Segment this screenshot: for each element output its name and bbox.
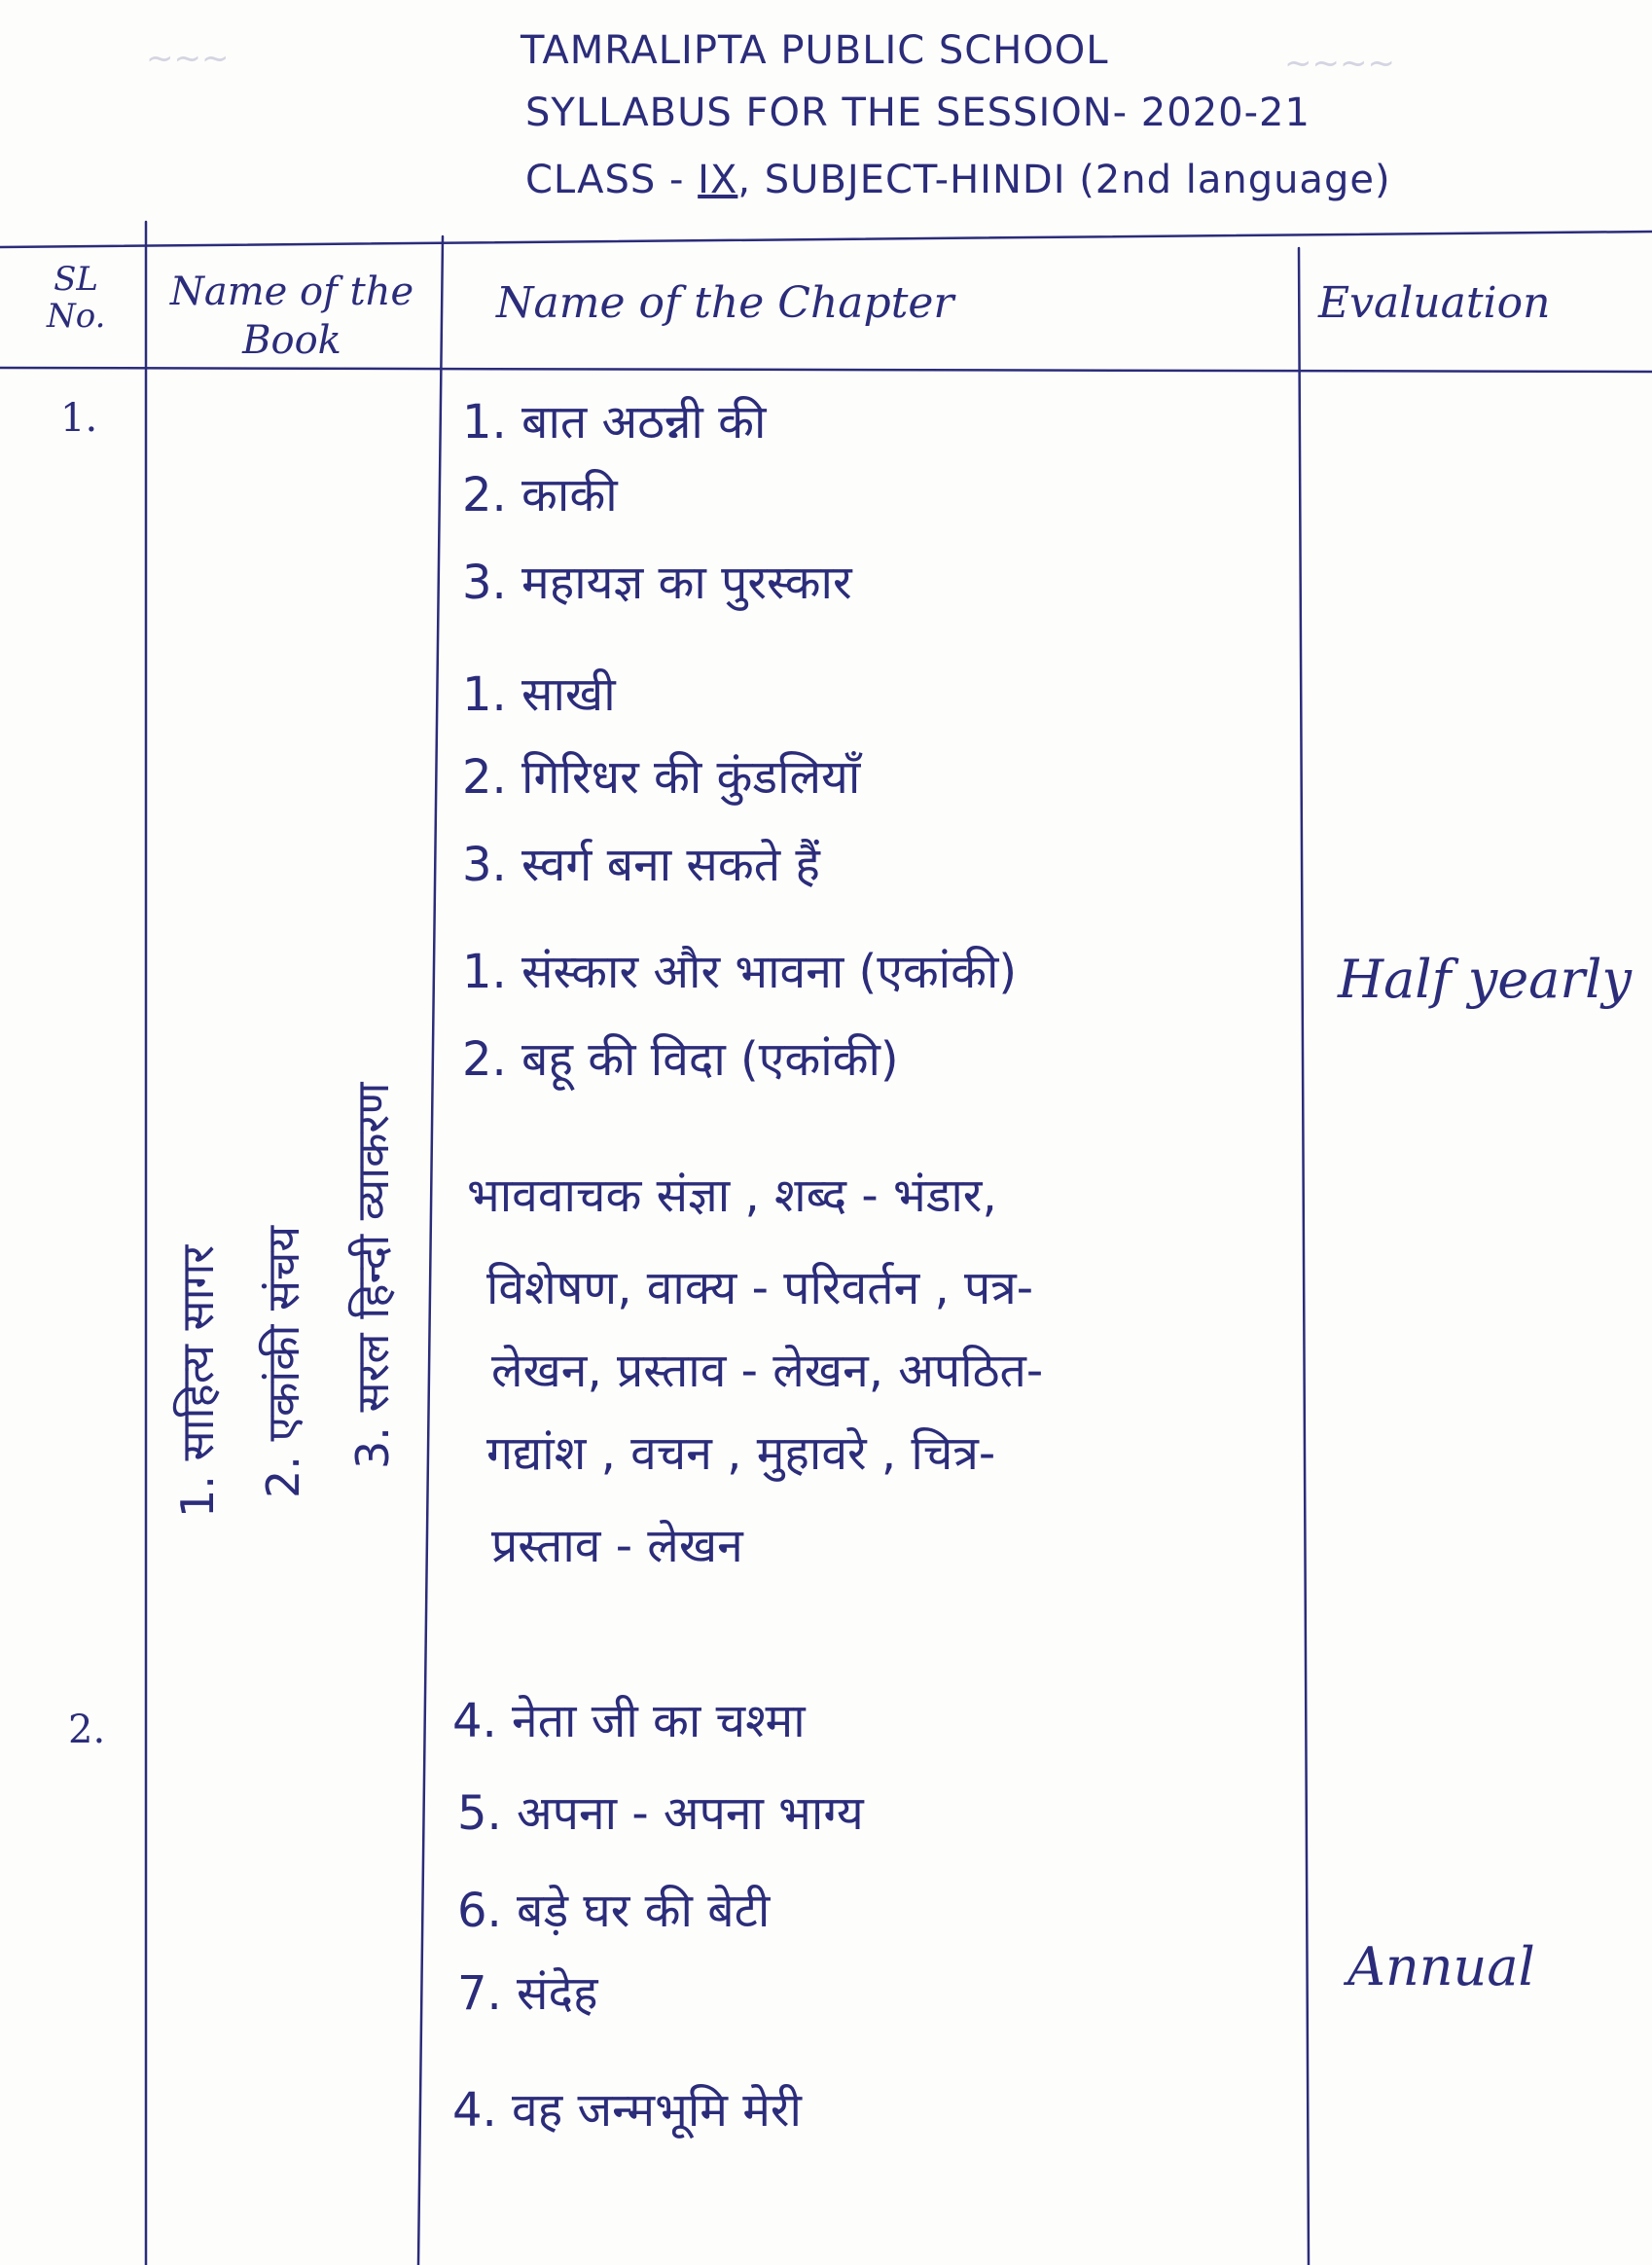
chapter-item: 3. स्वर्ग बना सकते हैं: [462, 838, 820, 892]
session-title: SYLLABUS FOR THE SESSION- 2020-21: [525, 90, 1311, 135]
row-sl-number: 1.: [60, 396, 98, 441]
grammar-line: भाववाचक संज्ञा , शब्द - भंडार,: [467, 1168, 997, 1223]
grammar-line: प्रस्ताव - लेखन: [491, 1519, 743, 1573]
bleed-through-mark: ~~~~: [1284, 44, 1395, 83]
chapter-item: 1. बात अठन्नी की: [462, 395, 767, 449]
book-name: 3. सरल हिन्दी व्याकरण: [346, 1082, 399, 1469]
chapter-item: 2. काकी: [462, 468, 618, 522]
chapter-item: 7. संदेह: [457, 1966, 598, 2021]
column-header-evaluation: Evaluation: [1318, 278, 1551, 328]
grammar-line: गद्यांश , वचन , मुहावरे , चित्र-: [486, 1426, 996, 1481]
chapter-item: 1. संस्कार और भावना (एकांकी): [462, 945, 1018, 999]
evaluation-value: Half yearly: [1338, 949, 1632, 1010]
chapter-item: 3. महायज्ञ का पुरस्कार: [462, 556, 852, 610]
book-name: 2. एकांकी संचय: [257, 1225, 309, 1498]
chapter-item: 5. अपना - अपना भाग्य: [457, 1786, 864, 1841]
evaluation-value: Annual: [1347, 1936, 1535, 1997]
column-header-sl: SL No.: [47, 260, 106, 336]
row-sl-number: 2.: [68, 1708, 106, 1752]
book-name: 1. साहित्य सागर: [171, 1244, 224, 1518]
chapter-item: 4. वह जन्मभूमि मेरी: [452, 2083, 802, 2138]
grammar-line: लेखन, प्रस्ताव - लेखन, अपठित-: [491, 1344, 1044, 1398]
bleed-through-mark: ~~~: [146, 39, 230, 78]
chapter-item: 6. बड़े घर की बेटी: [457, 1884, 771, 1938]
chapter-item: 2. बहू की विदा (एकांकी): [462, 1032, 899, 1087]
chapter-item: 4. नेता जी का चश्मा: [452, 1694, 806, 1748]
subject-text: , SUBJECT-HINDI (2nd language): [737, 158, 1391, 202]
grammar-line: विशेषण, वाक्य - परिवर्तन , पत्र-: [486, 1261, 1034, 1315]
class-value: IX: [698, 158, 738, 202]
column-header-book: Name of the Book: [169, 270, 414, 363]
class-prefix: CLASS -: [525, 158, 685, 202]
chapter-item: 1. साखी: [462, 667, 616, 722]
column-header-chapter: Name of the Chapter: [496, 278, 954, 328]
school-name: TAMRALIPTA PUBLIC SCHOOL: [521, 28, 1109, 73]
chapter-item: 2. गिरिधर की कुंडलियाँ: [462, 750, 861, 805]
